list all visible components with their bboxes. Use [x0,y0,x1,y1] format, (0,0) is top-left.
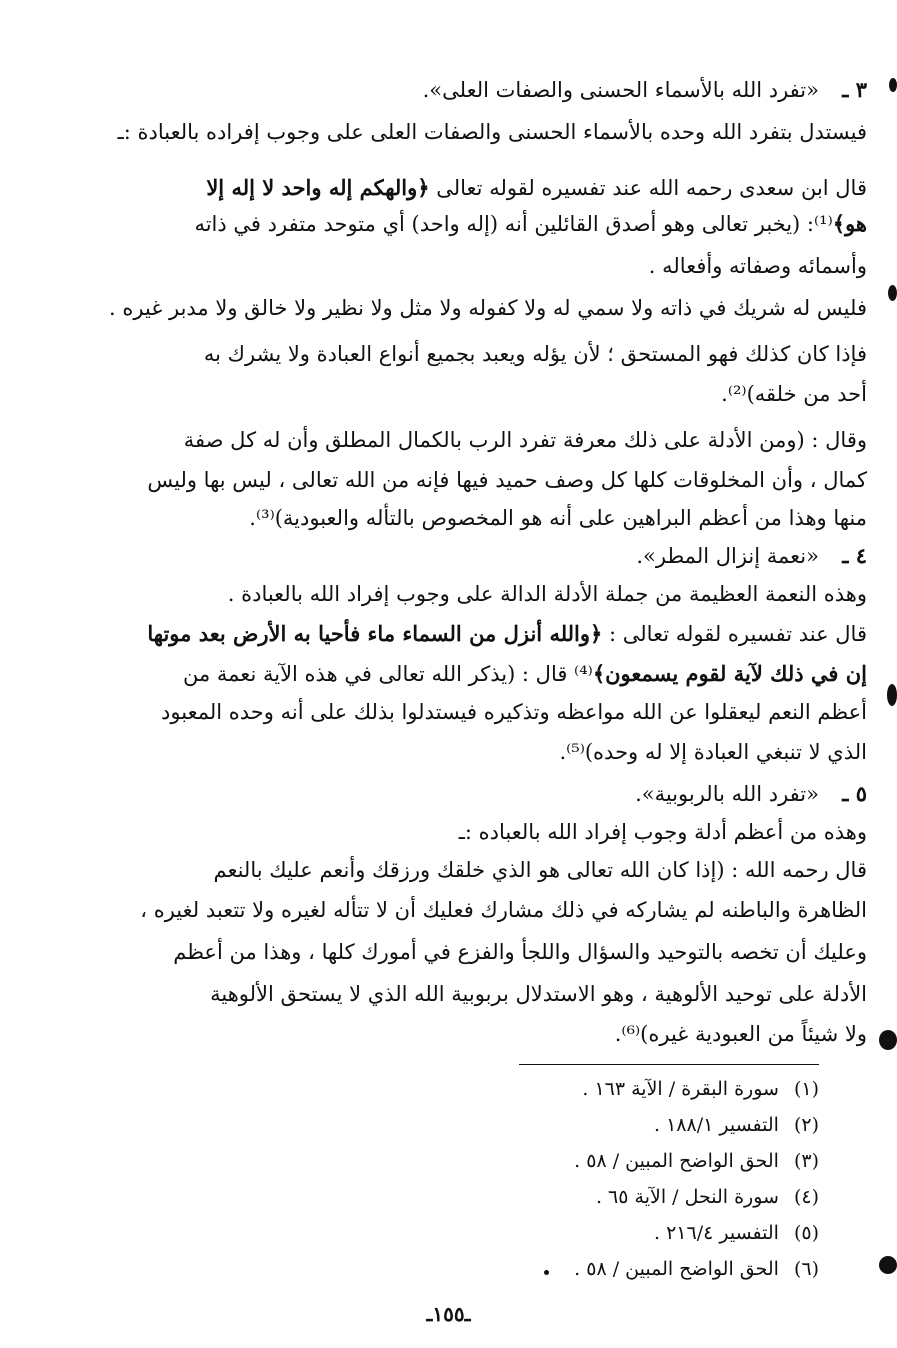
paragraph-line [183,656,867,692]
footnote-item [596,1182,819,1212]
paragraph-line: أحد من خلقه)⁽²⁾. [721,382,867,406]
paragraph-line: الذي لا تنبغي العبادة إلا له وحده)⁽⁵⁾. [559,740,867,764]
quran-verse: ﴿والهكم إله واحد لا إله إلا [206,175,430,200]
footnote-number: (١) [793,1078,819,1100]
text-span: ⁽⁴⁾ قال : (يذكر الله تعالى في هذه الآية نعمة من [183,662,593,686]
scan-dot [544,1270,549,1275]
footnote-text: التفسير ٢١٦/٤ . [654,1222,779,1244]
paragraph-line: وهذه من أعظم أدلة وجوب إفراد الله بالعباده :ـ [458,820,867,844]
scan-mark [888,285,897,301]
paragraph-line: وأسمائه وصفاته وأفعاله . [648,254,867,278]
quran-verse: ﴿والله أنزل من السماء ماء فأحيا به الأرض بعد موتها [147,621,603,646]
scan-mark [879,1030,897,1050]
footnote-item [582,1074,819,1104]
footnote-number: (٤) [793,1186,819,1208]
footnote-text: سورة البقرة / الآية ١٦٣ . [582,1078,779,1100]
section-4-number: ٤ ـ [842,543,867,568]
footnote-item [654,1218,819,1248]
quran-verse: إن في ذلك لآية لقوم يسمعون﴾ [592,661,867,686]
footnote-text: الحق الواضح المبين / ٥٨ . [574,1258,779,1280]
paragraph-line: كمال ، وأن المخلوقات كلها كل وصف حميد فيها فإنه من الله تعالى ، ليس بها وليس [147,468,867,492]
text-span: ⁽¹⁾: (يخبر تعالى وهو أصدق القائلين أنه (إله واحد) أي متوحد متفرد في ذاته [194,212,833,236]
section-4-heading: «نعمة إنزال المطر». [636,544,819,568]
scan-mark [879,1256,897,1274]
paragraph-line: وهذه النعمة العظيمة من جملة الأدلة الدالة على وجوب إفراد الله بالعبادة . [227,582,867,606]
footnote-number: (٢) [793,1114,819,1136]
footnote-text: سورة النحل / الآية ٦٥ . [595,1186,779,1208]
paragraph-line: أعظم النعم ليعقلوا عن الله مواعظه وتذكيره فيستدلوا بذلك على أنه وحده المعبود [161,700,867,724]
section-3-heading: «تفرد الله بالأسماء الحسنى والصفات العلى». [422,78,819,102]
text-span: قال ابن سعدى رحمه الله عند تفسيره لقوله تعالى [429,176,867,200]
footnote-divider [519,1064,819,1065]
section-5-heading: «تفرد الله بالربوبية». [635,782,819,806]
paragraph-line: فليس له شريك في ذاته ولا سمي له ولا كفوله ولا مثل ولا نظير ولا خالق ولا مدبر غيره . [109,296,867,320]
footnote-item [654,1110,819,1140]
quran-verse: هو﴾ [832,211,867,236]
scan-mark [889,78,897,92]
paragraph-line: وقال : (ومن الأدلة على ذلك معرفة تفرد الرب بالكمال المطلق وأن له كل صفة [183,428,867,452]
page-number: ـ١٥٥ـ [426,1302,471,1326]
footnote-number: (٦) [793,1258,819,1280]
footnote-text: الحق الواضح المبين / ٥٨ . [574,1150,779,1172]
footnote-number: (٥) [793,1222,819,1244]
paragraph-line: ولا شيئاً من العبودية غيره)⁽⁶⁾. [614,1022,867,1046]
footnote-item [574,1254,819,1284]
paragraph-line: الظاهرة والباطنه لم يشاركه في ذلك مشارك فعليك أن لا تتأله لغيره ولا تتعبد لغيره ، [140,898,867,922]
paragraph-line [194,206,867,242]
section-3-number: ٣ ـ [842,77,867,102]
section-3-intro: فيستدل بتفرد الله وحده بالأسماء الحسنى والصفات العلى على وجوب إفراده بالعبادة :ـ [117,120,867,144]
paragraph-line: فإذا كان كذلك فهو المستحق ؛ لأن يؤله ويعبد بجميع أنواع العبادة ولا يشرك به [203,342,867,366]
paragraph-line: منها وهذا من أعظم البراهين على أنه هو المخصوص بالتأله والعبودية)⁽³⁾. [249,506,867,530]
footnote-text: التفسير ١٨٨/١ . [654,1114,779,1136]
paragraph-line: الأدلة على توحيد الألوهية ، وهو الاستدلال بربوبية الله الذي لا يستحق الألوهية [210,982,867,1006]
footnote-item [574,1146,819,1176]
scan-mark [887,684,897,706]
footnote-number: (٣) [793,1150,819,1172]
paragraph-line: قال رحمه الله : (إذا كان الله تعالى هو الذي خلقك ورزقك وأنعم عليك بالنعم [213,858,867,882]
section-5-number: ٥ ـ [842,781,867,806]
paragraph-line [206,170,867,206]
paragraph-line: وعليك أن تخصه بالتوحيد والسؤال واللجأ والفزع في أمورك كلها ، وهذا من أعظم [173,940,867,964]
paragraph-line [147,616,867,652]
text-span: قال عند تفسيره لقوله تعالى : [602,622,867,646]
